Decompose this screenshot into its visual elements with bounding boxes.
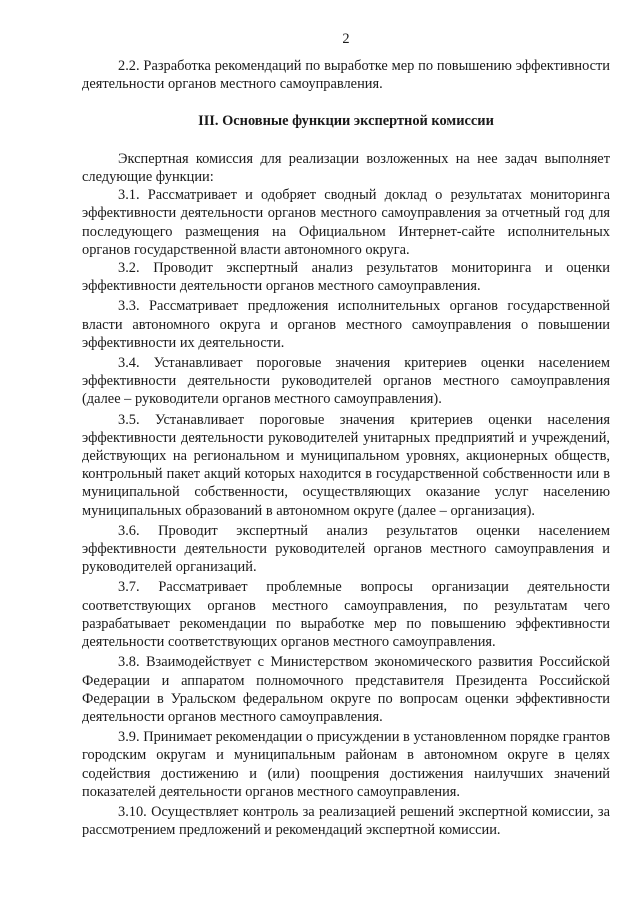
- paragraph-2-2: 2.2. Разработка рекомендаций по выработке мер по повышению эффективности деятельности органов местного самоуправления.: [82, 58, 610, 93]
- paragraph-3-1: 3.1. Рассматривает и одобряет сводный доклад о результатах мониторинга эффективности деятельности органов местного самоуправления за отчетный год для последующего размещения на Официальном Интернет-сайте исполнительных органов государственной власти автономного округа.: [82, 187, 610, 258]
- paragraph-3-3: 3.3. Рассматривает предложения исполнительных органов государственной власти автономного округа и органов местного самоуправления о повышении эффективности их деятельности.: [82, 298, 610, 351]
- paragraph-3-2: 3.2. Проводит экспертный анализ результатов мониторинга и оценки эффективности деятельности органов местного самоуправления.: [82, 260, 610, 295]
- paragraph-3-4: 3.4. Устанавливает пороговые значения критериев оценки населением эффективности деятельности руководителей органов местного самоуправления (далее – руководители органов местного самоуправления).: [82, 355, 610, 408]
- paragraph-3-5: 3.5. Устанавливает пороговые значения критериев оценки населения эффективности деятельности руководителей унитарных предприятий и учреждений, действующих на региональном и муниципальном уровнях, акционерных обществ, контрольный пакет акций которых находится в государственной собственности или в муниципальной собственности, осуществляющих оказание услуг населению муниципальных образований в автономном округе (далее – организация).: [82, 411, 610, 519]
- paragraph-3-8: 3.8. Взаимодействует с Министерством экономического развития Российской Федерации и аппаратом полномочного представителя Президента Российской Федерации в Уральском федеральном округе по вопросам оценки эффективности деятельности органов местного самоуправления.: [82, 654, 610, 725]
- section-heading: III. Основные функции экспертной комиссии: [198, 112, 494, 129]
- paragraph-3-7: 3.7. Рассматривает проблемные вопросы организации деятельности соответствующих органов местного самоуправления, по результатам чего разрабатывает рекомендации по выработке мер по повышению эффективности деятельности соответствующих органов местного самоуправления.: [82, 579, 610, 651]
- paragraph-3-6: 3.6. Проводит экспертный анализ результатов оценки населением эффективности деятельности руководителей органов местного самоуправления и руководителей организаций.: [82, 522, 610, 576]
- paragraph-3-10: 3.10. Осуществляет контроль за реализацией решений экспертной комиссии, за рассмотрением предложений и рекомендаций экспертной комиссии.: [82, 803, 610, 839]
- paragraph-3-9: 3.9. Принимает рекомендации о присуждении в установленном порядке грантов городским округам и муниципальным районам в автономном округе в целях содействия достижению и (или) поощрения достижения наилучших значений показателей деятельности органов местного самоуправления.: [82, 729, 610, 800]
- lead-paragraph: Экспертная комиссия для реализации возложенных на нее задач выполняет следующие функции:: [82, 150, 610, 186]
- page-number: 2: [342, 31, 350, 47]
- document-page: [82, 30, 610, 839]
